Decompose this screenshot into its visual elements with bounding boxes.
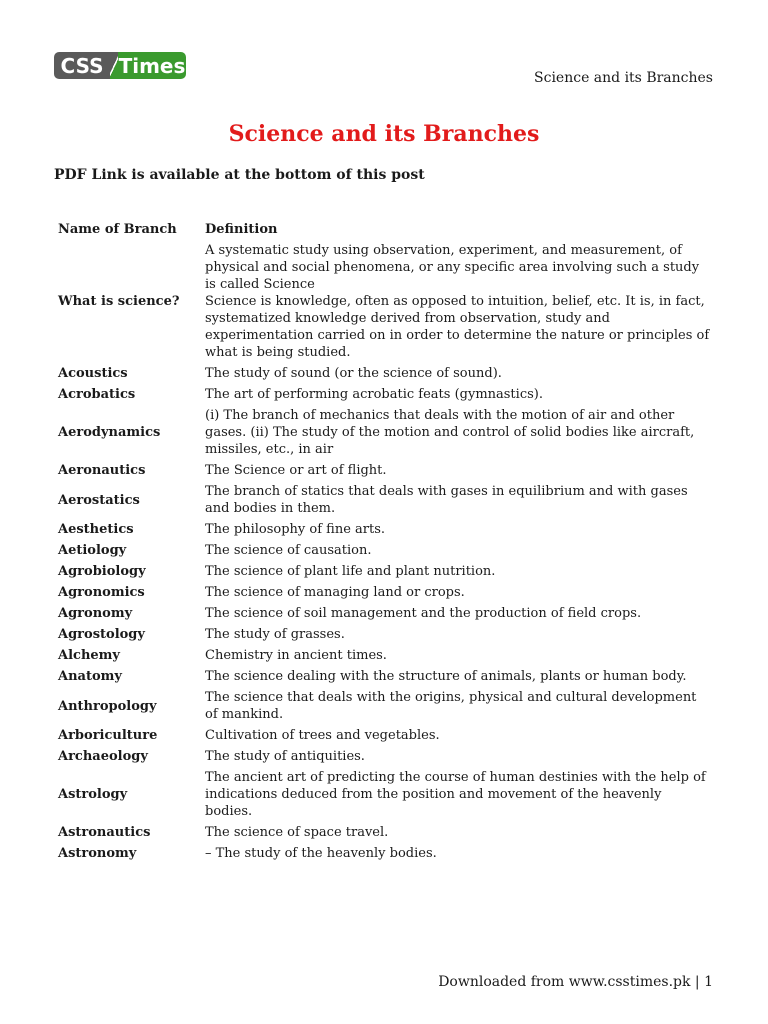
branch-name: Aerostatics (58, 492, 140, 508)
branch-definition (201, 481, 714, 519)
page-footer: Downloaded from www.csstimes.pk | 1 (438, 974, 713, 990)
table-row (54, 666, 714, 687)
definition-text: (i) The branch of mechanics that deals with the motion of air and other gases. (ii) The study of the motion and control of solid bodies like aircraft, missiles, etc., in air (205, 408, 695, 457)
branch-definition (201, 687, 714, 725)
branch-name: Aesthetics (58, 522, 134, 537)
branches-table (54, 219, 714, 864)
branch-definition (201, 666, 714, 687)
definition-text: The study of sound (or the science of sound). (205, 366, 502, 381)
table-row (54, 746, 714, 767)
definition-text: The study of antiquities. (205, 749, 365, 764)
table-header-row (54, 219, 714, 240)
branch-name: Astronomy (58, 846, 137, 861)
table-row (54, 725, 714, 746)
branch-definition (201, 519, 714, 540)
branch-name: Astronautics (58, 825, 151, 840)
table-row (54, 460, 714, 481)
running-header: Science and its Branches (534, 70, 713, 86)
branch-name: Aerodynamics (58, 425, 161, 440)
definition-text: Chemistry in ancient times. (205, 648, 387, 663)
branch-definition (201, 240, 714, 363)
branch-definition (201, 822, 714, 843)
branch-name: Acoustics (58, 366, 128, 381)
branch-name: Aetiology (58, 543, 127, 558)
branch-name: Agrostology (58, 627, 145, 642)
header-name-of-branch: Name of Branch (58, 222, 177, 237)
definition-text: Cultivation of trees and vegetables. (205, 728, 440, 743)
branch-definition (201, 767, 714, 822)
branch-definition (201, 603, 714, 624)
logo-times-text: Times (118, 53, 186, 78)
definition-text: The Science or art of flight. (205, 463, 387, 478)
table-row (54, 481, 714, 519)
branch-name: Astrology (58, 787, 128, 802)
table-row (54, 767, 714, 822)
branch-definition (201, 746, 714, 767)
definition-text: – The study of the heavenly bodies. (205, 846, 437, 861)
branch-definition (201, 363, 714, 384)
definition-text: A systematic study using observation, experiment, and measurement, of physical and social phenomena, or any specific area involving such a study is called Science (205, 243, 700, 292)
table-row (54, 384, 714, 405)
logo-slash (110, 52, 118, 79)
table-row (54, 540, 714, 561)
definition-text: The science that deals with the origins, physical and cultural development of mankind. (205, 690, 697, 722)
branch-definition (201, 384, 714, 405)
branch-name: What is science? (58, 294, 180, 309)
branch-name: Agrobiology (58, 564, 146, 579)
definition-text: The science of causation. (205, 543, 372, 558)
branch-name: Alchemy (58, 648, 120, 663)
table-row (54, 843, 714, 864)
definition-text: The science of plant life and plant nutrition. (205, 564, 496, 579)
branch-definition (201, 460, 714, 481)
definition-text: The philosophy of fine arts. (205, 522, 386, 537)
table-row (54, 603, 714, 624)
logo-css-text: CSS (54, 52, 110, 79)
header-definition: Definition (205, 222, 278, 237)
definition-text: The study of grasses. (205, 627, 345, 642)
table-row (54, 687, 714, 725)
table-row (54, 561, 714, 582)
table-row (54, 822, 714, 843)
definition-text-secondary: Science is knowledge, often as opposed to intuition, belief, etc. It is, in fact, systematized knowledge derived from observation, study and experimentation carried on in order to determine the nature or principles of what is being studied. (205, 294, 710, 360)
pdf-link-note: PDF Link is available at the bottom of this post (54, 167, 425, 183)
branch-name: Archaeology (58, 749, 148, 764)
table-row (54, 405, 714, 460)
branch-definition (201, 843, 714, 864)
branch-definition (201, 725, 714, 746)
table-row (54, 240, 714, 363)
branch-name: Agronomics (58, 585, 145, 600)
page-title: Science and its Branches (228, 121, 540, 147)
css-times-logo (54, 52, 186, 79)
definition-text: The art of performing acrobatic feats (gymnastics). (205, 387, 543, 402)
branch-name: Anatomy (58, 669, 122, 684)
table-row (54, 582, 714, 603)
branch-name: Acrobatics (58, 387, 136, 402)
branch-name: Aeronautics (58, 463, 146, 478)
definition-text: The branch of statics that deals with gases in equilibrium and with gases and bodies in them. (205, 484, 688, 516)
branch-name: Arboriculture (58, 728, 158, 743)
definition-text: The science dealing with the structure of animals, plants or human body. (205, 669, 687, 684)
branch-name: Anthropology (58, 698, 157, 714)
definition-text: The science of soil management and the production of field crops. (205, 606, 642, 621)
branch-definition (201, 624, 714, 645)
definition-text: The ancient art of predicting the course of human destinies with the help of indications deduced from the position and movement of the heavenly bodies. (205, 770, 706, 819)
table-row (54, 363, 714, 384)
branch-definition (201, 582, 714, 603)
definition-text: The science of space travel. (205, 825, 389, 840)
branch-definition (201, 540, 714, 561)
table-row (54, 519, 714, 540)
table-row (54, 624, 714, 645)
branch-name: Agronomy (58, 606, 133, 621)
definition-text: The science of managing land or crops. (205, 585, 465, 600)
branch-definition (201, 561, 714, 582)
table-row (54, 645, 714, 666)
branch-definition (201, 645, 714, 666)
branch-definition (201, 405, 714, 460)
